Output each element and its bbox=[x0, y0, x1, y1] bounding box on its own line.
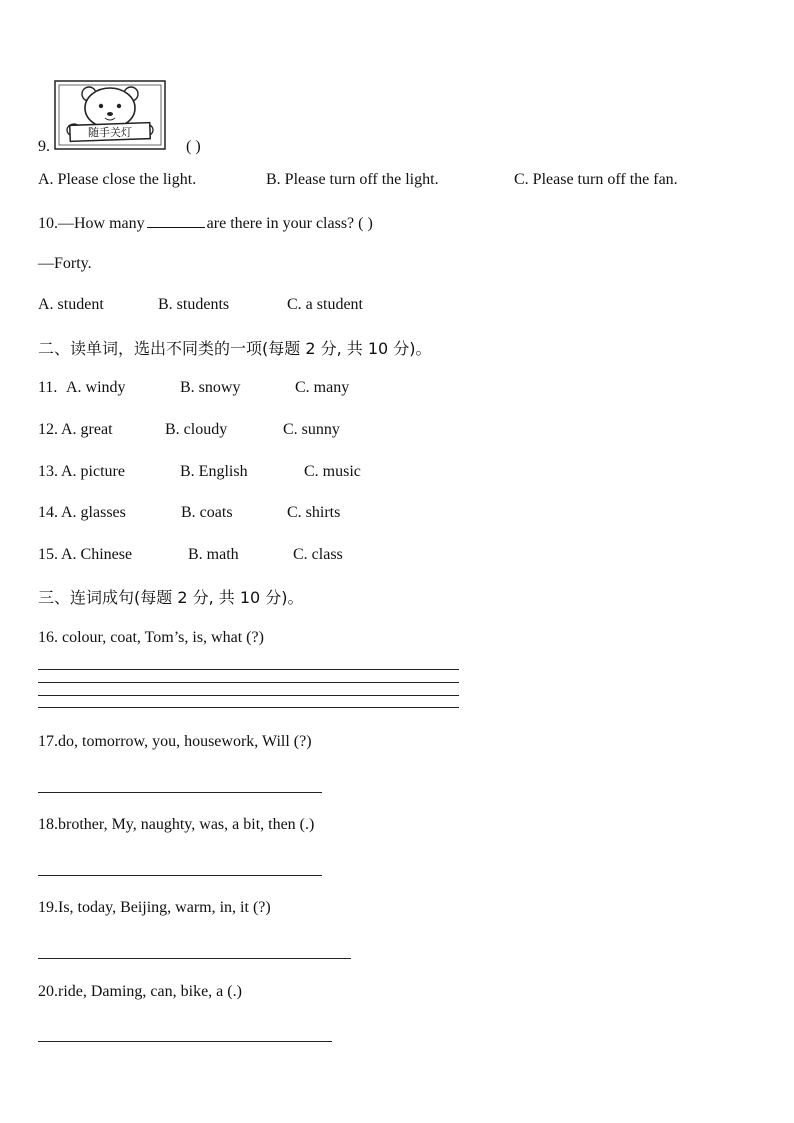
answer-blank[interactable] bbox=[147, 213, 205, 228]
question-13-option-c: C. music bbox=[304, 463, 361, 480]
question-10-answer: —Forty. bbox=[38, 255, 92, 272]
question-17-text: 17.do, tomorrow, you, housework, Will (?) bbox=[38, 733, 312, 750]
question-9-number: 9. bbox=[38, 138, 50, 155]
question-9-option-a: A. Please close the light. bbox=[38, 171, 197, 188]
question-14-option-c: C. shirts bbox=[287, 504, 341, 521]
question-13-option-b: B. English bbox=[180, 463, 248, 480]
question-10-prompt-before: 10.—How many bbox=[38, 215, 145, 232]
answer-line[interactable] bbox=[38, 707, 459, 708]
question-12-option-a: A. great bbox=[61, 421, 113, 438]
question-12-option-b: B. cloudy bbox=[165, 421, 228, 438]
question-10-prompt-after: are there in your class? ( ) bbox=[206, 215, 373, 232]
question-20-text: 20.ride, Daming, can, bike, a (.) bbox=[38, 983, 242, 1000]
question-15-option-b: B. math bbox=[188, 546, 239, 563]
section-2-heading: 二、读单词，选出不同类的一项(每题 2 分, 共 10 分)。 bbox=[38, 339, 432, 358]
question-13-option-a: A. picture bbox=[61, 463, 125, 480]
question-11-number: 11. bbox=[38, 379, 58, 396]
section-3-heading: 三、连词成句(每题 2 分, 共 10 分)。 bbox=[38, 588, 304, 607]
question-11-option-b: B. snowy bbox=[180, 379, 241, 396]
question-14-option-a: A. glasses bbox=[61, 504, 126, 521]
question-10-option-b: B. students bbox=[158, 296, 230, 313]
question-15-number: 15. bbox=[38, 546, 58, 563]
question-12-option-c: C. sunny bbox=[283, 421, 340, 438]
question-15-option-a: A. Chinese bbox=[61, 546, 133, 563]
answer-line[interactable] bbox=[38, 792, 322, 793]
question-10-option-a: A. student bbox=[38, 296, 104, 313]
question-13-number: 13. bbox=[38, 463, 58, 480]
question-15-option-c: C. class bbox=[293, 546, 343, 563]
question-9-paren: ( ) bbox=[186, 138, 201, 155]
question-11-option-a: A. windy bbox=[66, 379, 126, 396]
answer-line[interactable] bbox=[38, 958, 351, 959]
question-10-option-c: C. a student bbox=[287, 296, 363, 313]
answer-line[interactable] bbox=[38, 1041, 332, 1042]
question-9-option-b: B. Please turn off the light. bbox=[266, 171, 439, 188]
question-12-number: 12. bbox=[38, 421, 58, 438]
sign-text: 随手关灯 bbox=[88, 126, 132, 139]
question-16-text: 16. colour, coat, Tom’s, is, what (?) bbox=[38, 629, 264, 646]
question-14-number: 14. bbox=[38, 504, 58, 521]
question-9-option-c: C. Please turn off the fan. bbox=[514, 171, 678, 188]
question-9-stem bbox=[38, 138, 201, 156]
answer-line[interactable] bbox=[38, 682, 459, 683]
answer-line[interactable] bbox=[38, 669, 459, 670]
question-10-stem bbox=[38, 213, 373, 233]
answer-line[interactable] bbox=[38, 695, 459, 696]
question-11-option-c: C. many bbox=[295, 379, 350, 396]
answer-line[interactable] bbox=[38, 875, 322, 876]
question-14-option-b: B. coats bbox=[181, 504, 233, 521]
question-18-text: 18.brother, My, naughty, was, a bit, then (.) bbox=[38, 816, 315, 833]
question-19-text: 19.Is, today, Beijing, warm, in, it (?) bbox=[38, 899, 271, 916]
